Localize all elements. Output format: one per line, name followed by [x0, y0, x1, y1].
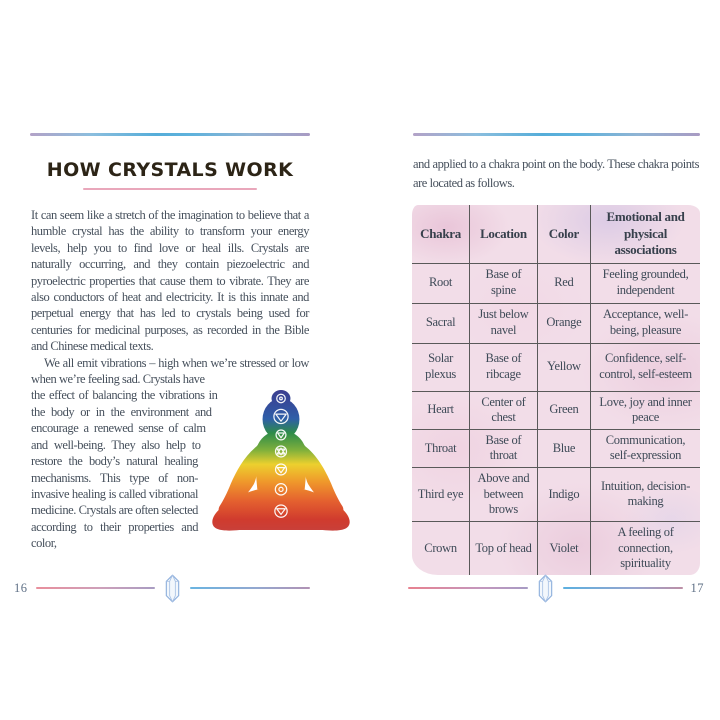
- table-cell: Acceptance, well-being, pleasure: [591, 303, 700, 343]
- left-page-header: [30, 159, 310, 190]
- title-underline: [83, 188, 257, 190]
- paragraph: the effect of balancing the vibrations in the body or in the environment and encourage a renewed sense of calm and well-being. They also help to restore the body’s natural healing mechanisms. This type of non-invasive healing is called vibrational medicine. Crystals are often selected according to their properties and color,: [31, 388, 218, 551]
- table-cell: Top of head: [470, 521, 538, 575]
- page-number: 17: [690, 580, 704, 595]
- right-top-rule: [413, 133, 700, 136]
- table-row: [412, 303, 700, 343]
- left-body-text: [31, 207, 309, 552]
- table-cell: Indigo: [537, 468, 590, 522]
- table-cell: Root: [412, 263, 470, 303]
- column-header-associations: Emotional and physical associations: [591, 205, 700, 263]
- footer-rule-right: [190, 587, 310, 589]
- table-cell: Feeling grounded, independent: [591, 263, 700, 303]
- table-row: [412, 521, 700, 575]
- table-cell: Violet: [537, 521, 590, 575]
- table-cell: Just below navel: [470, 303, 538, 343]
- table-cell: Center of chest: [470, 391, 538, 429]
- table-cell: Heart: [412, 391, 470, 429]
- footer-rule-right: [563, 587, 683, 589]
- paragraph: We all emit vibrations – high when we’re stressed or low when we’re feeling sad. Crystals have: [31, 355, 309, 387]
- table-cell: Throat: [412, 429, 470, 467]
- paragraph: It can seem like a stretch of the imagination to believe that a humble crystal has the ability to transform your energy levels, help you to find love or heal ills. Crystals are naturally occurring, and they contain piezoelectric and pyroelectric properties that cause them to vibrate. They are also conductors of heat and electricity. It is this innate and perpetual energy that has led to crystals being used for centuries for medicinal purposes, as recorded in the Bible and Chinese medical texts.: [31, 208, 309, 354]
- table-row: [412, 343, 700, 391]
- column-header-chakra: Chakra: [412, 205, 470, 263]
- table-cell: A feeling of connection, spirituality: [591, 521, 700, 575]
- table-cell: Base of ribcage: [470, 343, 538, 391]
- table-cell: Crown: [412, 521, 470, 575]
- table-row: [412, 429, 700, 467]
- table-row: [412, 263, 700, 303]
- meditation-figure-illustration: [205, 389, 357, 531]
- table-cell: Blue: [537, 429, 590, 467]
- left-top-rule: [30, 133, 310, 136]
- column-header-color: Color: [537, 205, 590, 263]
- column-header-location: Location: [470, 205, 538, 263]
- crystal-icon: [536, 574, 555, 603]
- table-cell: Intuition, decision-making: [591, 468, 700, 522]
- table-cell: Third eye: [412, 468, 470, 522]
- table-cell: Green: [537, 391, 590, 429]
- table-cell: Above and between brows: [470, 468, 538, 522]
- chakra-table: [412, 205, 700, 575]
- right-page-footer: [408, 572, 704, 604]
- page-title: HOW CRYSTALS WORK: [46, 159, 294, 181]
- table-cell: Communication, self-expression: [591, 429, 700, 467]
- footer-rule-left: [36, 587, 156, 589]
- right-intro-text: and applied to a chakra point on the body. These chakra points are located as follows.: [413, 157, 699, 190]
- table-cell: Love, joy and inner peace: [591, 391, 700, 429]
- table-row: [412, 391, 700, 429]
- page-number: 16: [14, 580, 28, 595]
- table-cell: Red: [537, 263, 590, 303]
- table-cell: Yellow: [537, 343, 590, 391]
- table-cell: Base of spine: [470, 263, 538, 303]
- table-cell: Solar plexus: [412, 343, 470, 391]
- table-cell: Confidence, self-control, self-esteem: [591, 343, 700, 391]
- table-cell: Base of throat: [470, 429, 538, 467]
- left-page-footer: [14, 572, 310, 604]
- table-header-row: [412, 205, 700, 263]
- chakra-table-body: [412, 263, 700, 575]
- table-row: [412, 468, 700, 522]
- table-cell: Orange: [537, 303, 590, 343]
- table-cell: Sacral: [412, 303, 470, 343]
- footer-rule-left: [408, 587, 528, 589]
- crystal-icon: [163, 574, 182, 603]
